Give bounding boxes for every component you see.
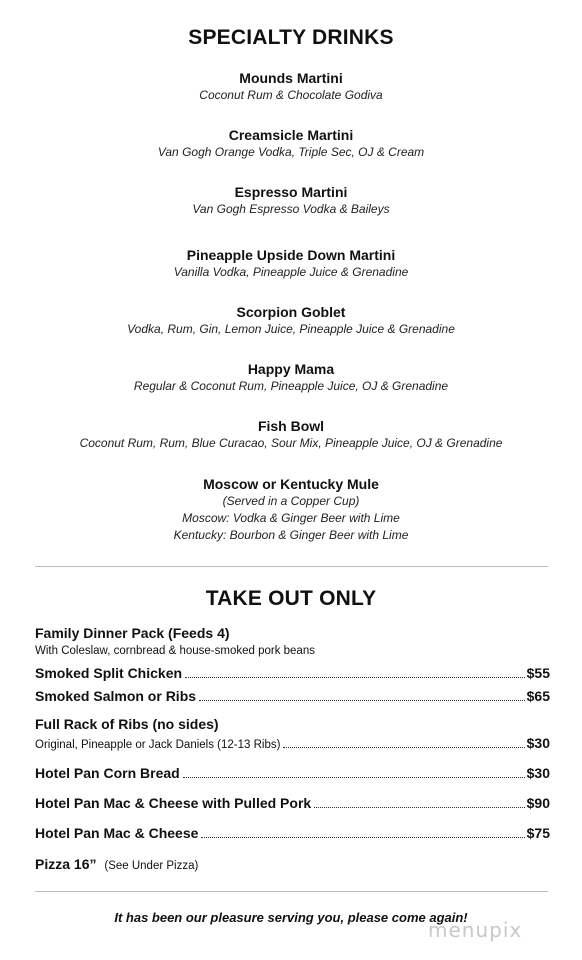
drink-description: Kentucky: Bourbon & Ginger Beer with Lime: [173, 528, 409, 542]
item-name: Family Dinner Pack (Feeds 4): [35, 625, 230, 641]
drink-item: [0, 127, 582, 161]
item-price: $75: [526, 825, 550, 841]
item-name: Full Rack of Ribs (no sides): [35, 716, 219, 732]
drink-description: Van Gogh Espresso Vodka & Baileys: [192, 202, 390, 216]
menu-item-row: [35, 665, 550, 682]
drink-item: [0, 361, 582, 395]
item-name: Pizza 16”: [35, 856, 97, 872]
section-divider: [35, 891, 548, 892]
item-price: $90: [526, 795, 550, 811]
drink-description: Van Gogh Orange Vodka, Triple Sec, OJ & Cream: [157, 145, 425, 159]
menu-item-row: [35, 765, 550, 782]
menu-item-row: [35, 688, 550, 705]
dot-leader: [201, 837, 524, 838]
drink-item: [0, 70, 582, 104]
item-price: $65: [526, 688, 550, 704]
drink-name: Espresso Martini: [234, 184, 348, 200]
item-description: With Coleslaw, cornbread & house-smoked pork beans: [35, 645, 315, 657]
menu-item-row: [35, 825, 550, 842]
drink-description: Vanilla Vodka, Pineapple Juice & Grenadine: [173, 265, 409, 279]
drink-name: Creamsicle Martini: [228, 127, 354, 143]
ribs-heading: [35, 716, 550, 733]
drink-item: [0, 247, 582, 281]
item-name: Hotel Pan Corn Bread: [35, 765, 180, 781]
item-name: Smoked Split Chicken: [35, 665, 183, 681]
take-out-title: TAKE OUT ONLY: [205, 587, 377, 610]
drink-name: Mounds Martini: [239, 70, 343, 86]
closing-message: It has been our pleasure serving you, please come again!: [114, 910, 468, 925]
drink-description: Moscow: Vodka & Ginger Beer with Lime: [182, 511, 400, 525]
item-name: Hotel Pan Mac & Cheese with Pulled Pork: [35, 795, 312, 811]
item-note: (See Under Pizza): [104, 860, 199, 872]
item-price: $30: [526, 765, 550, 781]
menu-item-row: [35, 735, 550, 754]
dot-leader: [283, 747, 524, 748]
family-pack-heading: [35, 625, 550, 660]
specialty-drinks-title: SPECIALTY DRINKS: [188, 26, 394, 49]
drink-name: Scorpion Goblet: [236, 304, 346, 320]
drink-item: [0, 418, 582, 452]
drink-description: Vodka, Rum, Gin, Lemon Juice, Pineapple Juice & Grenadine: [127, 322, 455, 336]
item-price: $30: [526, 735, 550, 751]
drink-description: (Served in a Copper Cup): [222, 494, 360, 508]
dot-leader: [314, 807, 524, 808]
drink-item: [0, 476, 582, 544]
drink-description: Coconut Rum & Chocolate Godiva: [199, 88, 383, 102]
pizza-row: [35, 856, 550, 875]
drink-name: Pineapple Upside Down Martini: [186, 247, 396, 263]
drink-name: Happy Mama: [247, 361, 335, 377]
item-description: Original, Pineapple or Jack Daniels (12-13 Ribs): [35, 739, 281, 751]
drink-item: [0, 184, 582, 218]
section-divider: [35, 566, 548, 567]
dot-leader: [183, 777, 525, 778]
item-name: Hotel Pan Mac & Cheese: [35, 825, 199, 841]
drink-description: Coconut Rum, Rum, Blue Curacao, Sour Mix, Pineapple Juice, OJ & Grenadine: [79, 436, 503, 450]
drink-item: [0, 304, 582, 338]
drink-description: Regular & Coconut Rum, Pineapple Juice, OJ & Grenadine: [133, 379, 449, 393]
item-name: Smoked Salmon or Ribs: [35, 688, 197, 704]
menu-item-row: [35, 795, 550, 812]
dot-leader: [199, 700, 525, 701]
item-price: $55: [526, 665, 550, 681]
watermark-logo: menupix: [428, 918, 523, 942]
dot-leader: [185, 677, 525, 678]
drink-name: Fish Bowl: [257, 418, 325, 434]
drink-name: Moscow or Kentucky Mule: [203, 476, 379, 492]
